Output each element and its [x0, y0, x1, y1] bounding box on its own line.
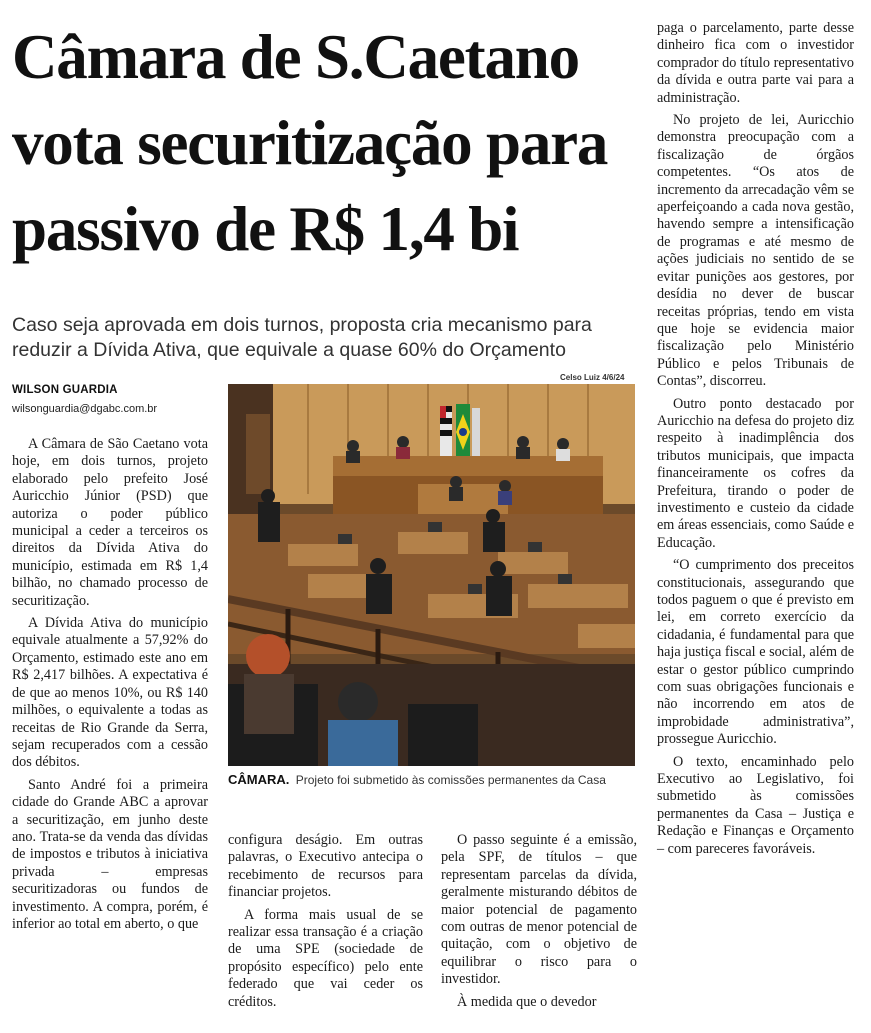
subheadline: Caso seja aprovada em dois turnos, proposta cria mecanismo para reduzir a Dívida Ativa, que equivale a quase 60% do Orçamento [12, 314, 592, 361]
photo-credit: Celso Luiz 4/6/24 [560, 373, 625, 382]
paragraph: A Câmara de São Caetano vota hoje, em dois turnos, projeto elaborado pelo prefeito José Auricchio Júnior (PSD) que autoriza o poder público municipal a ceder a terceiros os direitos da Dívida Ativa do município, estimada em R$ 1,4 bilhão, no chamado processo de securitização. [12, 436, 208, 609]
paragraph: configura deságio. Em outras palavras, o Executivo antecipa o recebimento de recursos para financiar projetos. [228, 832, 423, 901]
author-email: wilsonguardia@dgabc.com.br [12, 403, 158, 415]
caption-keyword: CÂMARA. [228, 772, 290, 787]
headline-line: vota securitização para [12, 108, 608, 178]
text-column-2 [228, 832, 423, 1016]
headline-line: passivo de R$ 1,4 bi [12, 194, 519, 264]
caption-text: Projeto foi submetido às comissões permanentes da Casa [295, 773, 606, 787]
paragraph: No projeto de lei, Auricchio demonstra preocupação com a fiscalização de órgãos competentes. “Os atos de incremento da arrecadação vêm se aperfeiçoando a cada nova gestão, havendo sempre a intensificação de programas e até mesmo de ações judiciais no sentido de se evitar punições aos gestores, por desídia no dever de buscar receitas próprias, tendo em vista que hoje se evidencia maior fiscalização pelo Ministério Público e pelos Tribunais de Contas”, discorreu. [657, 112, 854, 390]
paragraph: Santo André foi a primeira cidade do Grande ABC a aprovar a securitização, em junho deste ano. Trata-se da venda das dívidas de impostos e tributos à iniciativa privada – empresas securitizadoras ou fundos de investimento. A compra, porém, é inferior ao total em aberto, o que [12, 776, 208, 932]
paragraph: O texto, encaminhado pelo Executivo ao Legislativo, foi submetido às comissões permanentes da Casa – Justiça e Redação e Finanças e Orçamento – com pareceres favoráveis. [657, 753, 854, 857]
paragraph: À medida que o devedor [457, 993, 597, 1010]
paragraph: “O cumprimento dos preceitos constitucionais, assegurando que todos paguem o que é previsto em lei, em correto exercício da cidadania, é fundamental para que haja justiça fiscal e social, além de estar o gestor público cumprindo com suas obrigações funcionais e não incorrendo em atos de improbidade administrativa”, prossegue Auricchio. [657, 557, 854, 748]
headline-line: Câmara de S.Caetano [12, 22, 579, 92]
council-chamber-photo [228, 384, 635, 766]
photo-illustration [228, 384, 635, 766]
text-column-1 [12, 436, 208, 938]
text-column-3 [441, 832, 637, 1016]
paragraph: paga o parcelamento, parte desse dinheiro fica com o investidor comprador do título representativo da dívida e outra parte vai para a administração. [657, 20, 854, 106]
paragraph: A Dívida Ativa do município equivale atualmente a 57,92% do Orçamento, estimado este ano em R$ 2,417 bilhões. A expectativa é de que ao menos 10%, ou R$ 140 milhões, o equivalente a todas as receitas de Rio Grande da Serra, sejam recuperados com a cessão dos débitos. [12, 615, 208, 771]
text-column-4 [657, 20, 854, 863]
photo-caption [228, 772, 638, 787]
paragraph: Outro ponto destacado por Auricchio na defesa do projeto diz respeito à inadimplência dos tributos municipais, que impacta financeiramente os cofres da Prefeitura, tirando o poder de investimento e custeio da cidade em áreas essenciais, como Saúde e Educação. [657, 395, 854, 551]
paragraph: O passo seguinte é a emissão, pela SPF, de títulos – que representam parcelas da dívida, geralmente misturando débitos de maior potencial de pagamento com outras de menor potencial de quitação, com o objetivo de equilibrar o risco para o investidor. [441, 832, 637, 988]
headline [12, 14, 640, 272]
author-byline: WILSON GUARDIA [12, 384, 118, 396]
paragraph: A forma mais usual de se realizar essa transação é a criação de uma SPE (sociedade de propósito específico) pelo ente federado que vai ceder os créditos. [228, 906, 423, 1010]
